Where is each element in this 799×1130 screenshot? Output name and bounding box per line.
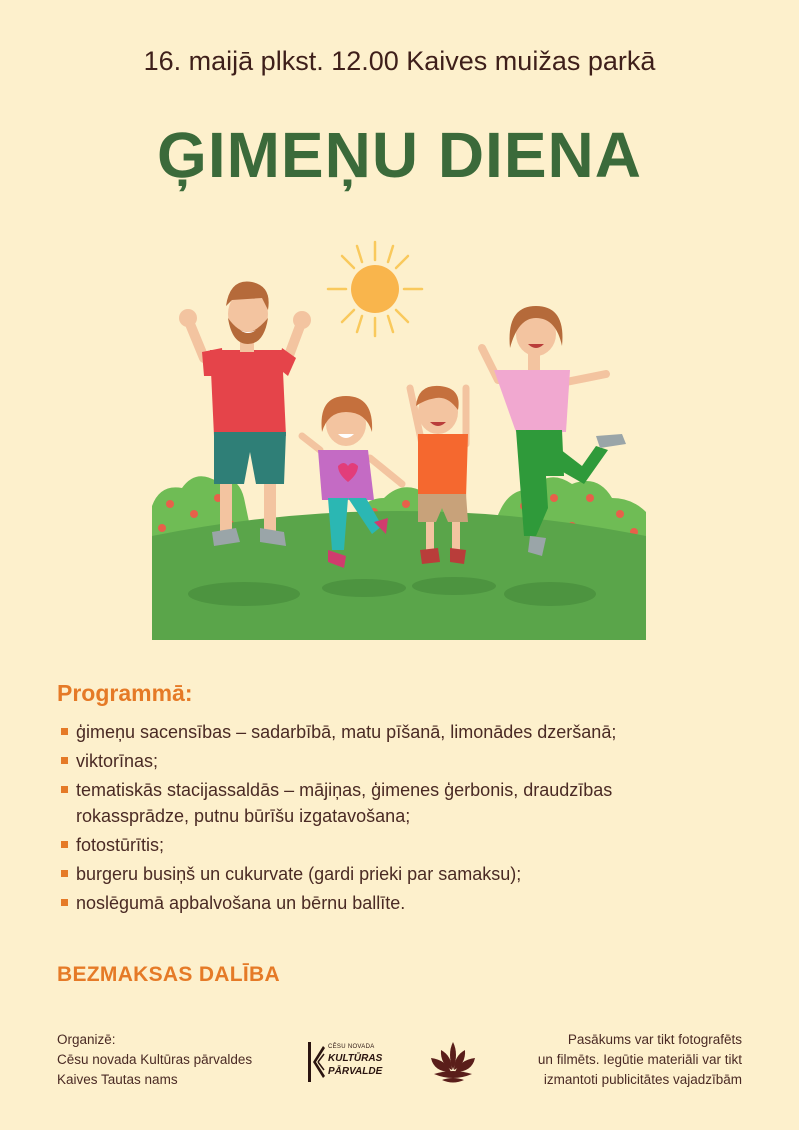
photo-notice [482, 1030, 742, 1090]
kp-logo-mark-icon [306, 1040, 326, 1084]
program-heading: Programmā: [57, 680, 193, 706]
list-item: fotostūrītis; [61, 833, 701, 859]
lotus-logo-icon [428, 1040, 478, 1086]
event-date-location: 16. maijā plkst. 12.00 Kaives muižas parkā [143, 46, 656, 76]
bullet-icon [61, 899, 68, 906]
list-item: ģimeņu sacensības – sadarbībā, matu pīšanā, limonādes dzeršanā; [61, 720, 701, 746]
bullet-icon [61, 786, 68, 793]
list-item: viktorīnas; [61, 749, 701, 775]
organizer-block [57, 1030, 252, 1090]
bullet-icon [61, 757, 68, 764]
notice-line: izmantoti publicitātes vajadzībām [543, 1072, 742, 1087]
logo-kp-small: CĒSU NOVADA [328, 1044, 375, 1050]
bullet-icon [61, 841, 68, 848]
list-item: noslēgumā apbalvošana un bērnu ballīte. [61, 891, 701, 917]
family-illustration [152, 236, 646, 640]
organizer-label: Organizē: [57, 1032, 116, 1047]
organizer-line: Kaives Tautas nams [57, 1072, 178, 1087]
bullet-icon [61, 728, 68, 735]
list-item: tematiskās stacijassaldās – mājiņas, ģimenes ģerbonis, draudzības rokassprādze, putnu būrīšu izgatavošana; [61, 778, 701, 829]
logo-kp-line1: KULTŪRAS [328, 1053, 383, 1064]
organizer-line: Cēsu novada Kultūras pārvaldes [57, 1052, 253, 1067]
list-item: burgeru busiņš un cukurvate (gardi prieki par samaksu); [61, 862, 701, 888]
notice-line: Pasākums var tikt fotografēts [567, 1032, 742, 1047]
notice-line: un filmēts. Iegūtie materiāli var tikt [537, 1052, 742, 1067]
bullet-icon [61, 870, 68, 877]
kulturas-parvalde-logo [306, 1040, 386, 1086]
sun-icon [328, 242, 422, 336]
free-participation: BEZMAKSAS DALĪBA [57, 963, 280, 986]
program-list [61, 720, 701, 920]
page-title: ĢIMEŅU DIENA [157, 119, 642, 191]
logo-kp-line2: PĀRVALDE [328, 1066, 383, 1077]
